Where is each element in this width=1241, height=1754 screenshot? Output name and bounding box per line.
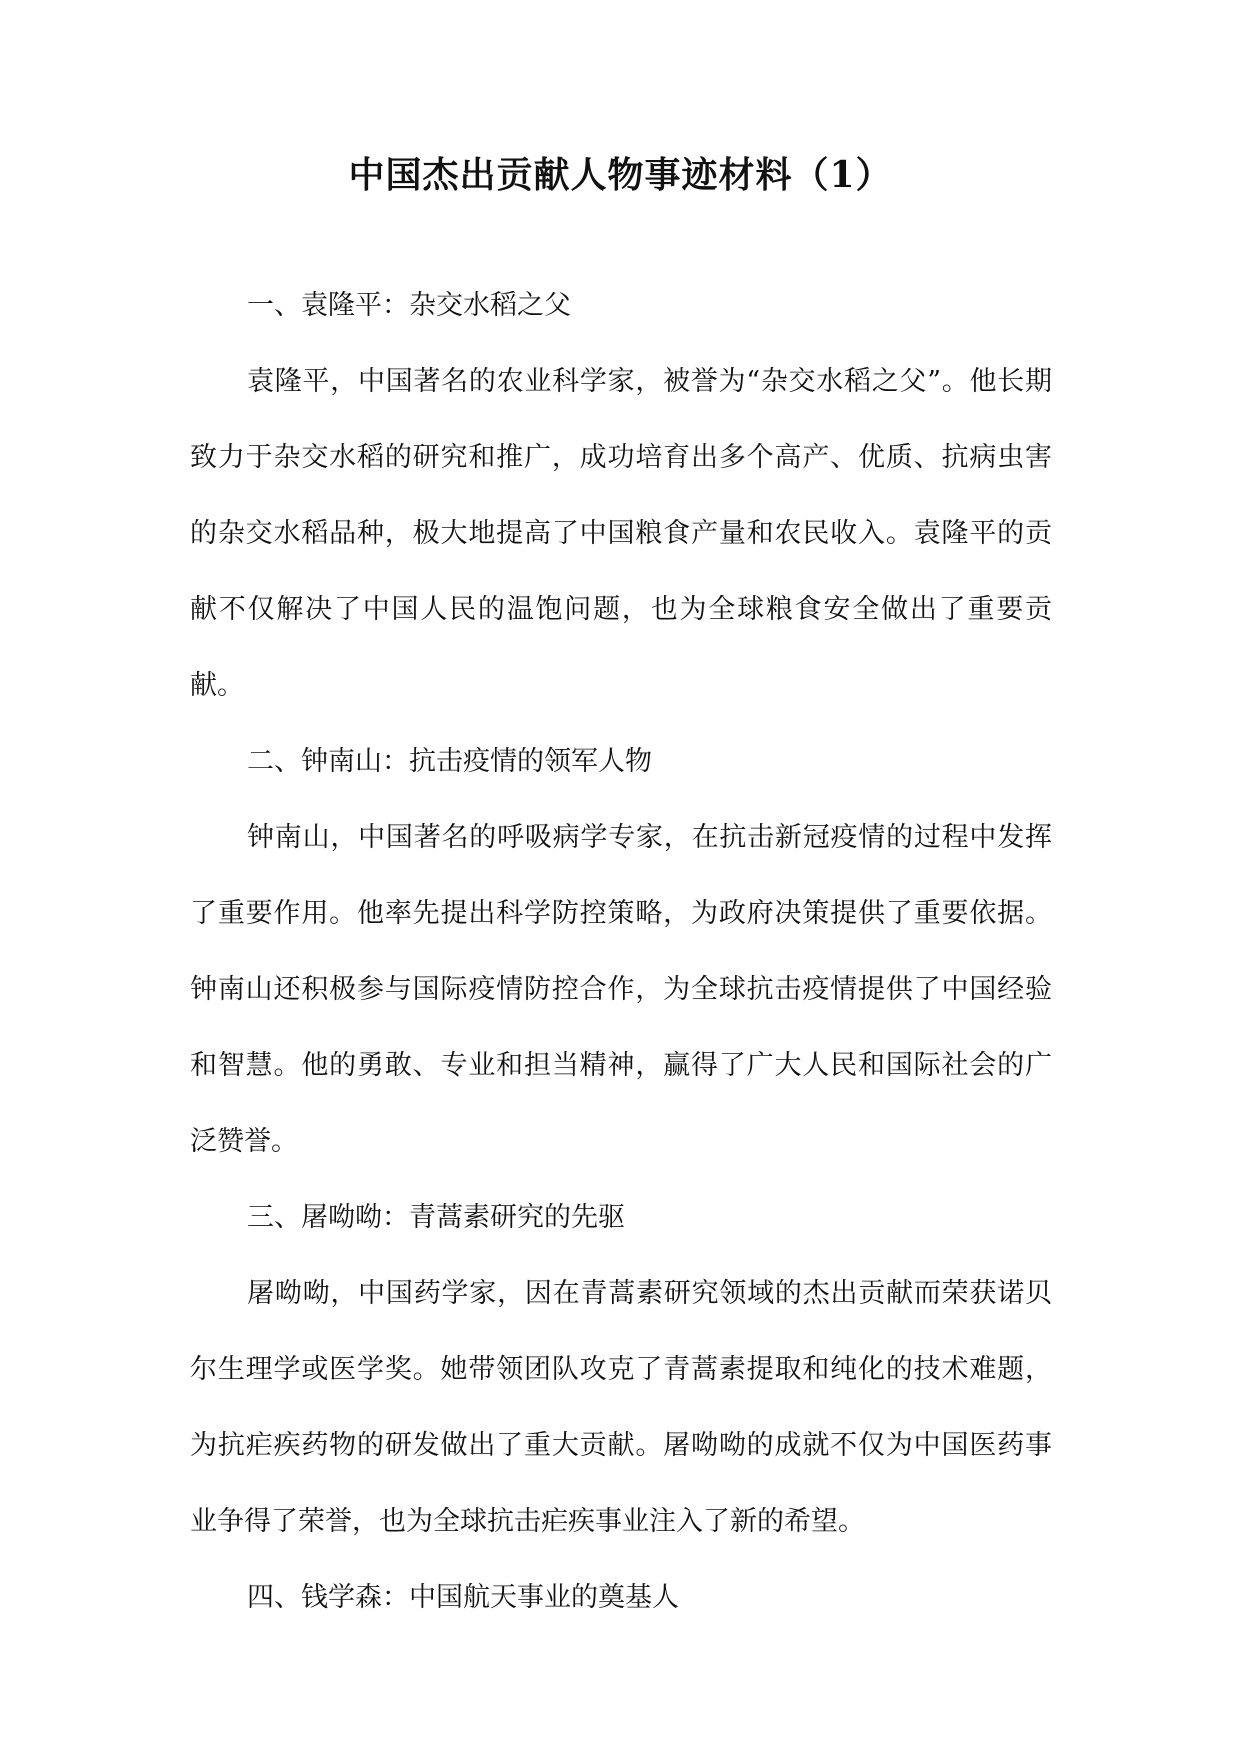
section-body-tu-youyou: 屠呦呦，中国药学家，因在青蒿素研究领域的杰出贡献而荣获诺贝尔生理学或医学奖。她带领团队攻克了青蒿素提取和纯化的技术难题，为抗疟疾药物的研发做出了重大贡献。屠呦呦的成就不仅为中国医药事业争得了荣誉，也为全球抗击疟疾事业注入了新的希望。 <box>190 1278 1052 1537</box>
section-heading-tu-youyou: 三、屠呦呦：青蒿素研究的先驱 <box>247 1202 625 1233</box>
section-heading-yuan-longping: 一、袁隆平：杂交水稻之父 <box>247 290 571 321</box>
section-heading-zhong-nanshan: 二、钟南山：抗击疫情的领军人物 <box>247 746 652 777</box>
section-body-yuan-longping: 袁隆平，中国著名的农业科学家，被誉为“杂交水稻之父”。他长期致力于杂交水稻的研究和推广，成功培育出多个高产、优质、抗病虫害的杂交水稻品种，极大地提高了中国粮食产量和农民收入。袁隆平的贡献不仅解决了中国人民的温饱问题，也为全球粮食安全做出了重要贡献。 <box>190 366 1052 701</box>
section-heading-qian-xuesen: 四、钱学森：中国航天事业的奠基人 <box>247 1582 679 1613</box>
page-title: 中国杰出贡献人物事迹材料（1） <box>348 154 893 196</box>
document-content <box>190 268 1052 1636</box>
section-body-zhong-nanshan: 钟南山，中国著名的呼吸病学专家，在抗击新冠疫情的过程中发挥了重要作用。他率先提出科学防控策略，为政府决策提供了重要依据。钟南山还积极参与国际疫情防控合作，为全球抗击疫情提供了中国经验和智慧。他的勇敢、专业和担当精神，赢得了广大人民和国际社会的广泛赞誉。 <box>190 822 1052 1157</box>
